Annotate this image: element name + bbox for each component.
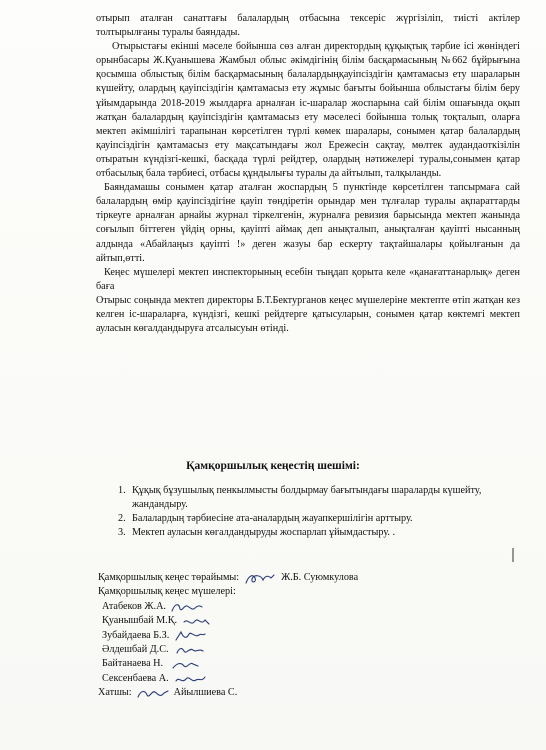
decision-text: Құқық бұзушылық пенкылмысты болдырмау бағытындағы шараларды күшейту, жандандыру.: [132, 485, 482, 511]
chair-name: Ж.Б. Суюмкулова: [281, 572, 359, 583]
member-row: [98, 629, 518, 643]
members-label-row: [98, 585, 518, 599]
paragraph-4: Кеңес мүшелері мектеп инспекторының есебін тыңдап қорыта келе «қанағаттанарлық» деген баға: [96, 266, 520, 292]
member-signature: [167, 658, 201, 671]
decision-number: 3.: [118, 527, 126, 539]
decision-item: [118, 484, 518, 512]
paragraph-2: Отырыстағы екінші мәселе бойынша сөз алған директордың құқықтық тәрбие ісі жөніндегі орынбасары Ж.Қуанышева Жамбыл облыс әкімдігінің білім басқармасының №662 бұйрығына қосымша облыстық білім басқармасының балалардыңқауіпсіздігін қамтамасыз ету шараларын күшейту, олардың қауіпсіздігін қамтамасыз ету жұмыс бағыты бойынша облыстағы білім беру ұйымдарында 2018-2019 жылдарға арналған іс-шаралар жоспарына сай білім ошағында оқып жатқан балалардың қауіпсіздігін қамтамасыз ету мәселесі бойынша толық тоқталып, оларға мектеп әкімшілігі тарапынан көрсетілген түрлі көмек шаралары, сонымен қатар балалардың қауіпсіздігін қамтамасыз ету мақсатындағы жол Ережесін сақтау, мөлтек аудандаоткізілін отыратын күндізгі-кешкі, басқада түрлі рейдтер, олардың нәтижелері туралы,сонымен қатар отбасылық бала тәрбиесі, отбасы құндылығы туралы да айтылып, талқыланды.: [96, 41, 520, 180]
member-name: Атабеков Ж.А.: [102, 600, 166, 612]
member-name: Байтанаева Н.: [102, 658, 164, 670]
secretary-signature: [136, 687, 170, 700]
member-row: [98, 672, 518, 686]
member-signature: [173, 644, 207, 657]
member-row: [98, 600, 518, 614]
signature-block: [98, 571, 518, 701]
decision-text: Балалардың тәрбиесіне ата-аналардың жауапкершілігін арттыру.: [132, 513, 413, 525]
member-name: Зубайдаева Б.З.: [102, 629, 170, 641]
minutes-body: [96, 12, 520, 336]
chair-row: [98, 571, 518, 585]
paragraph-5: Отырыс соңында мектеп директоры Б.Т.Бектурганов кеңес мүшелеріне мектепте өтіп жатқан кез келген іс-шараларға, күндізгі, кешкі рейдтерге қатысуларын, сонымен қатар көктемгі мектеп ауласын көгалдандыруға атсалысуын өтінді.: [96, 294, 520, 335]
chair-signature: [243, 572, 277, 585]
secretary-role: Хатшы:: [98, 687, 132, 699]
member-name: Сексенбаева А.: [102, 672, 169, 684]
paragraph-3: Баяндамашы сонымен қатар аталған жоспардың 5 пунктінде көрсетілген тапсырмаға сай балалардың өмір қауіпсіздігіне қауіп төндіретін орындар мен тұлғалар туралы ақпараттарды тіркеуге арналған арнайы журнал тіркелгенін, журналға ревизия барысында мектеп жанында соғылып біттеген үйдің орны, қауіпті аймақ деп анықталып, анықталған қауіпті нысанның алдында «Абайлаңыз қауіпті !» деген жазуы бар ескерту тақтайшалары қойылғанын да айтып,өтті.: [96, 182, 520, 264]
member-row: [98, 614, 518, 628]
member-row: [98, 643, 518, 657]
secretary-name: Айылшиева С.: [173, 687, 238, 699]
member-name: Әлдешбай Д.С.: [102, 644, 169, 656]
member-signature: [173, 673, 207, 686]
member-row: [98, 657, 518, 671]
margin-mark: [512, 548, 514, 562]
decision-text: Мектеп ауласын көгалдандыруды жоспарлап ұйымдастыру. .: [132, 527, 396, 539]
decision-number: 2.: [118, 513, 126, 525]
decision-item: [118, 512, 518, 526]
member-name: Қуанышбай М.Қ.: [102, 615, 178, 627]
chair-role: Қамқоршылық кеңес төрайымы:: [98, 572, 240, 583]
decision-heading: Қамқоршылық кеңестің шешімі:: [186, 460, 360, 472]
secretary-row: [98, 686, 518, 700]
member-signature: [170, 601, 204, 614]
members-label: Қамқоршылық кеңес мүшелері:: [98, 586, 236, 598]
member-signature: [173, 629, 207, 642]
decision-list: [118, 484, 518, 540]
decision-number: 1.: [118, 485, 126, 496]
paragraph-1: отырып аталған санаттағы балалардың отбасына тексеріс жүргізіліп, тиісті актілер толтырылғаны туралы баяндады.: [96, 13, 520, 39]
member-signature: [181, 615, 215, 628]
decision-item: [118, 526, 518, 540]
